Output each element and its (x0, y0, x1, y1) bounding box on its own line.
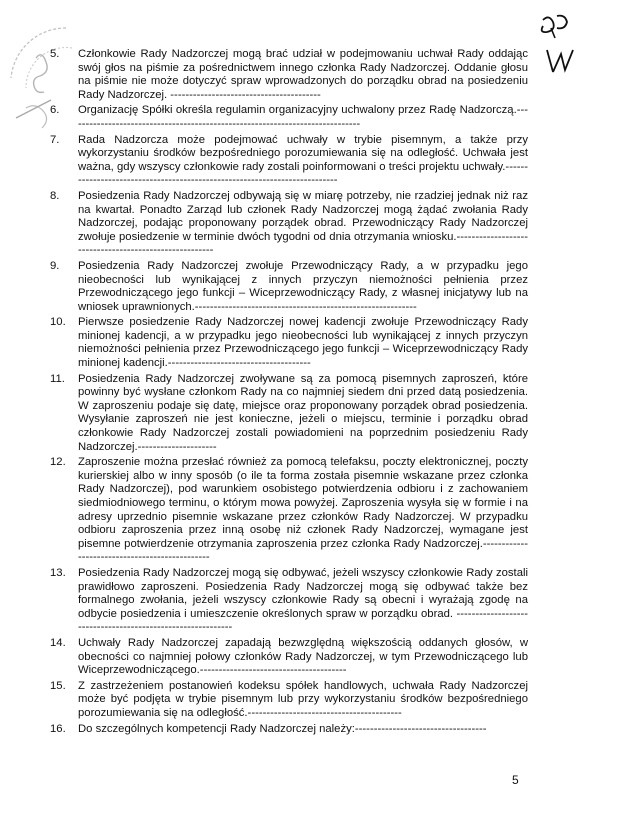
page-number: 5 (512, 773, 519, 787)
item-text: Rada Nadzorcza może podejmować uchwały w trybie pisemnym, a także przy wykorzystaniu środków bezpośredniego porozumiewania się na odległość. Uchwała jest ważna, gdy wszyscy członkowie rady zostali poinformowani o treści projektu uchwały.--------------------------------------------------------------------------- (78, 133, 528, 187)
handwritten-initials (521, 10, 591, 90)
list-item (50, 723, 528, 737)
item-text: Uchwały Rady Nadzorczej zapadają bezwzględną większością oddanych głosów, w obecności co najmniej połowy członków Rady Nadzorczej, w tym Przewodniczącego lub Wiceprzewodniczącego.--------------------------------------- (78, 636, 528, 677)
list-item (50, 567, 528, 635)
item-text: Pierwsze posiedzenie Rady Nadzorczej nowej kadencji zwołuje Przewodniczący Rady minionej kadencji, a w przypadku jego nieobecności lub wynikającej z innych przyczyn niemożności pełnienia przez Przewodniczącego jego funkcji – Wiceprzewodniczący Rady minionej kadencji.-------------------------------------- (78, 316, 528, 370)
item-number: 12. (50, 456, 66, 469)
item-number: 8. (50, 189, 60, 202)
item-number: 11. (50, 372, 65, 385)
item-text: Posiedzenia Rady Nadzorczej zwołuje Przewodniczący Rady, a w przypadku jego nieobecności lub wynikającej z innych przyczyn niemożności pełnienia przez Przewodniczącego jego funkcji – Wiceprzewodniczący Rady, z własnej inicjatywy lub na wniosek uprawnionych.----------------------------------------------------------- (78, 259, 528, 313)
list-item (50, 104, 528, 131)
list-item (50, 456, 528, 565)
item-text: Posiedzenia Rady Nadzorczej mogą się odbywać, jeżeli wszyscy członkowie Rady zostali prawidłowo zaproszeni. Posiedzenia Rady Nadzorczej mogą się odbywać także bez formalnego zwołania, jeżeli wszyscy członkowie Rady są obecni i wyrażają zgodę na odbycie posiedzenia i umieszczenie określonych spraw w porządku obrad. ------------------------------------------------------------ (78, 566, 528, 634)
item-text: Z zastrzeżeniem postanowień kodeksu spółek handlowych, uchwała Rady Nadzorczej może być podjęta w trybie pisemnym lub przy wykorzystaniu środków bezpośredniego porozumiewania się na odległość.----------------------------------------- (78, 679, 528, 719)
item-number: 13. (50, 566, 66, 579)
item-text: Posiedzenia Rady Nadzorczej zwoływane są za pomocą pisemnych zaproszeń, które powinny być wysłane członkom Rady na co najmniej siedem dni przed datą posiedzenia. W zaproszeniu podaje się datę, miejsce oraz proponowany porządek obrad posiedzenia. Wysyłanie zaproszeń nie jest konieczne, jeżeli o miejscu, terminie i porządku obrad członkowie Rady Nadzorczej zostali powiadomieni na poprzednim posiedzeniu Rady Nadzorczej.--------------------- (78, 372, 528, 453)
list-item (50, 134, 528, 188)
regulation-text (50, 48, 528, 738)
item-number: 7. (50, 133, 60, 146)
list-item (50, 637, 528, 678)
item-number: 14. (50, 636, 66, 649)
list-item (50, 190, 528, 258)
item-number: 5. (50, 48, 60, 60)
item-number: 16. (50, 722, 66, 735)
item-text: Członkowie Rady Nadzorczej mogą brać udział w podejmowaniu uchwał Rady oddając swój głos na piśmie za pośrednictwem innego członka Rady Nadzorczej. Oddanie głosu na piśmie nie może dotyczyć spraw wprowadzonych do porządku obrad na posiedzeniu Rady Nadzorczej. ---------------------------------------- (78, 48, 528, 101)
item-text: Posiedzenia Rady Nadzorczej odbywają się w miarę potrzeby, nie rzadziej jednak niż raz na kwartał. Ponadto Zarząd lub członek Rady Nadzorczej mogą żądać zwołania Rady Nadzorczej, podając proponowany porządek obrad. Przewodniczący Rady Nadzorczej zwołuje posiedzenie w terminie dwóch tygodni od dnia otrzymania wniosku.------------------------------------------------------- (78, 189, 528, 257)
list-item (50, 48, 528, 102)
item-text: Zaproszenie można przesłać również za pomocą telefaksu, poczty elektronicznej, poczty kurierskiej albo w inny sposób (o ile ta forma została pisemnie wskazane przez członka Rady Nadzorczej), pod warunkiem osobistego potwierdzenia odbioru i z zachowaniem siedmiodniowego terminu, o którym mowa powyżej. Zaproszenia wysyła się w formie i na adresy uprzednio pisemnie wskazane przez członków Rady Nadzorczej. W przypadku odbioru zaproszenia przez inną osobę niż członek Rady Nadzorczej, wymagane jest pisemne potwierdzenie otrzymania zaproszenia przez członka Rady Nadzorczej.----------------------------------------------- (78, 456, 528, 564)
list-item (50, 680, 528, 721)
item-number: 9. (50, 259, 60, 272)
item-number: 15. (50, 679, 66, 692)
list-item (50, 373, 528, 455)
list-item (50, 316, 528, 370)
item-text: Do szczególnych kompetencji Rady Nadzorczej należy:----------------------------------- (78, 722, 487, 735)
item-number: 6. (50, 104, 60, 117)
item-number: 10. (50, 316, 66, 329)
item-text: Organizację Spółki określa regulamin organizacyjny uchwalony przez Radę Nadzorczą.------------------------------------------------------------------------------ (78, 104, 528, 130)
list-item (50, 260, 528, 314)
